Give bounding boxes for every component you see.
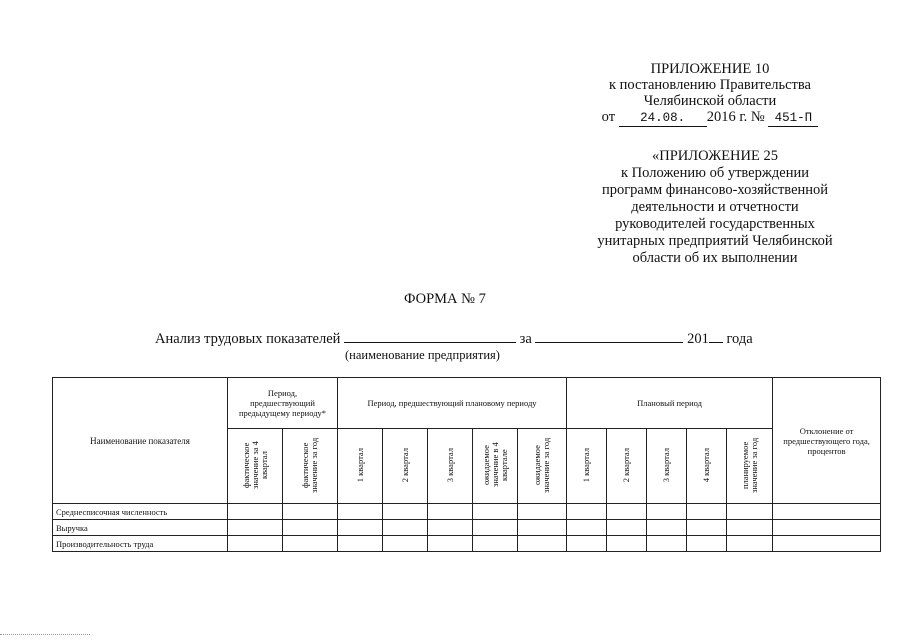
value-cell[interactable] bbox=[773, 504, 881, 520]
subheader-label: ожидаемое значение за год bbox=[532, 437, 552, 493]
form-title: ФОРМА № 7 bbox=[404, 291, 486, 307]
subheader-label: 3 квартал bbox=[444, 447, 455, 483]
subheader-cell bbox=[518, 429, 567, 504]
appendix-25-line: унитарных предприятий Челябинской bbox=[597, 233, 833, 249]
resolution-line: к постановлению Правительства bbox=[609, 77, 811, 93]
date-number-line bbox=[560, 109, 860, 127]
value-cell[interactable] bbox=[518, 536, 567, 552]
value-cell[interactable] bbox=[428, 536, 473, 552]
value-cell[interactable] bbox=[428, 504, 473, 520]
value-cell[interactable] bbox=[647, 536, 687, 552]
value-cell[interactable] bbox=[687, 536, 727, 552]
value-cell[interactable] bbox=[687, 504, 727, 520]
subheader-cell bbox=[228, 429, 283, 504]
region-line: Челябинской области bbox=[643, 93, 777, 109]
value-cell[interactable] bbox=[383, 536, 428, 552]
value-cell[interactable] bbox=[727, 536, 773, 552]
value-cell[interactable] bbox=[338, 504, 383, 520]
subheader-label: фактическое значение за 4 квартал bbox=[240, 441, 269, 489]
za-label: за bbox=[519, 331, 532, 347]
value-cell[interactable] bbox=[607, 536, 647, 552]
appendix-25-line: деятельности и отчетности bbox=[631, 199, 799, 215]
subheader-cell bbox=[283, 429, 338, 504]
table-header-row bbox=[53, 378, 881, 429]
value-cell[interactable] bbox=[283, 520, 338, 536]
analysis-line bbox=[155, 331, 753, 348]
appendix-25-line: руководителей государственных bbox=[615, 216, 815, 232]
value-cell[interactable] bbox=[338, 536, 383, 552]
subheader-label: ожидаемое значение в 4 квартале bbox=[480, 442, 509, 488]
appendix-25-line: программ финансово-хозяйственной bbox=[601, 182, 829, 198]
subheader-label: 1 квартал bbox=[581, 447, 592, 483]
subheader-cell bbox=[647, 429, 687, 504]
enterprise-name-blank bbox=[344, 342, 516, 343]
appendix-10-block bbox=[560, 61, 860, 127]
value-cell[interactable] bbox=[338, 520, 383, 536]
value-cell[interactable] bbox=[383, 504, 428, 520]
row-label-revenue: Выручка bbox=[53, 520, 228, 536]
group-planned-period-header: Плановый период bbox=[567, 378, 773, 429]
value-cell[interactable] bbox=[228, 536, 283, 552]
subheader-cell bbox=[607, 429, 647, 504]
value-cell[interactable] bbox=[567, 536, 607, 552]
subheader-cell bbox=[567, 429, 607, 504]
period-blank bbox=[535, 342, 683, 343]
subheader-label: 2 квартал bbox=[399, 447, 410, 483]
value-cell[interactable] bbox=[773, 520, 881, 536]
date-field: 24.08. bbox=[619, 110, 707, 127]
table-row bbox=[53, 536, 881, 552]
from-label: от bbox=[601, 109, 616, 125]
year-prefix: 201 bbox=[687, 331, 709, 347]
appendix-25-line: области об их выполнении bbox=[632, 250, 798, 266]
group-prior-period-header: Период, предшествующий предыдущему периоду* bbox=[228, 378, 338, 429]
appendix-25-line: «ПРИЛОЖЕНИЕ 25 bbox=[652, 148, 778, 164]
value-cell[interactable] bbox=[283, 504, 338, 520]
indicator-name-header: Наименование показателя bbox=[53, 378, 228, 504]
value-cell[interactable] bbox=[567, 504, 607, 520]
subheader-cell bbox=[383, 429, 428, 504]
subheader-label: планируемое значение за год bbox=[739, 437, 759, 493]
subheader-label: фактическое значение за год bbox=[300, 437, 319, 493]
value-cell[interactable] bbox=[727, 504, 773, 520]
value-cell[interactable] bbox=[283, 536, 338, 552]
subheader-label: 1 квартал bbox=[354, 447, 365, 483]
subheader-cell bbox=[473, 429, 518, 504]
value-cell[interactable] bbox=[473, 536, 518, 552]
value-cell[interactable] bbox=[567, 520, 607, 536]
row-label-headcount: Среднесписочная численность bbox=[53, 504, 228, 520]
value-cell[interactable] bbox=[428, 520, 473, 536]
appendix-25-line: к Положению об утверждении bbox=[621, 165, 809, 181]
appendix-25-block bbox=[545, 148, 885, 267]
number-field: 451-П bbox=[768, 110, 818, 127]
value-cell[interactable] bbox=[687, 520, 727, 536]
value-cell[interactable] bbox=[773, 536, 881, 552]
group-preceding-period-header: Период, предшествующий плановому периоду bbox=[338, 378, 567, 429]
value-cell[interactable] bbox=[647, 504, 687, 520]
subheader-label: 3 квартал bbox=[661, 447, 672, 483]
enterprise-caption: (наименование предприятия) bbox=[345, 348, 500, 362]
table-row bbox=[53, 520, 881, 536]
row-label-productivity: Производительность труда bbox=[53, 536, 228, 552]
subheader-label: 4 квартал bbox=[701, 447, 712, 483]
value-cell[interactable] bbox=[518, 504, 567, 520]
value-cell[interactable] bbox=[607, 504, 647, 520]
value-cell[interactable] bbox=[518, 520, 567, 536]
scan-artifact-divider bbox=[0, 634, 90, 635]
value-cell[interactable] bbox=[383, 520, 428, 536]
appendix-10-title: ПРИЛОЖЕНИЕ 10 bbox=[650, 61, 770, 77]
year-digit-blank bbox=[709, 342, 723, 343]
value-cell[interactable] bbox=[647, 520, 687, 536]
value-cell[interactable] bbox=[228, 520, 283, 536]
value-cell[interactable] bbox=[727, 520, 773, 536]
value-cell[interactable] bbox=[473, 520, 518, 536]
analysis-label: Анализ трудовых показателей bbox=[155, 331, 341, 347]
subheader-cell bbox=[727, 429, 773, 504]
table-row bbox=[53, 504, 881, 520]
year-suffix: года bbox=[726, 331, 753, 347]
subheader-cell bbox=[338, 429, 383, 504]
deviation-header: Отклонение от предшествующего года, процентов bbox=[773, 378, 881, 504]
subheader-cell bbox=[687, 429, 727, 504]
year-text: 2016 г. № bbox=[706, 109, 765, 125]
labor-indicators-table bbox=[52, 377, 881, 552]
subheader-label: 2 квартал bbox=[621, 447, 632, 483]
subheader-cell bbox=[428, 429, 473, 504]
value-cell[interactable] bbox=[473, 504, 518, 520]
value-cell[interactable] bbox=[228, 504, 283, 520]
value-cell[interactable] bbox=[607, 520, 647, 536]
